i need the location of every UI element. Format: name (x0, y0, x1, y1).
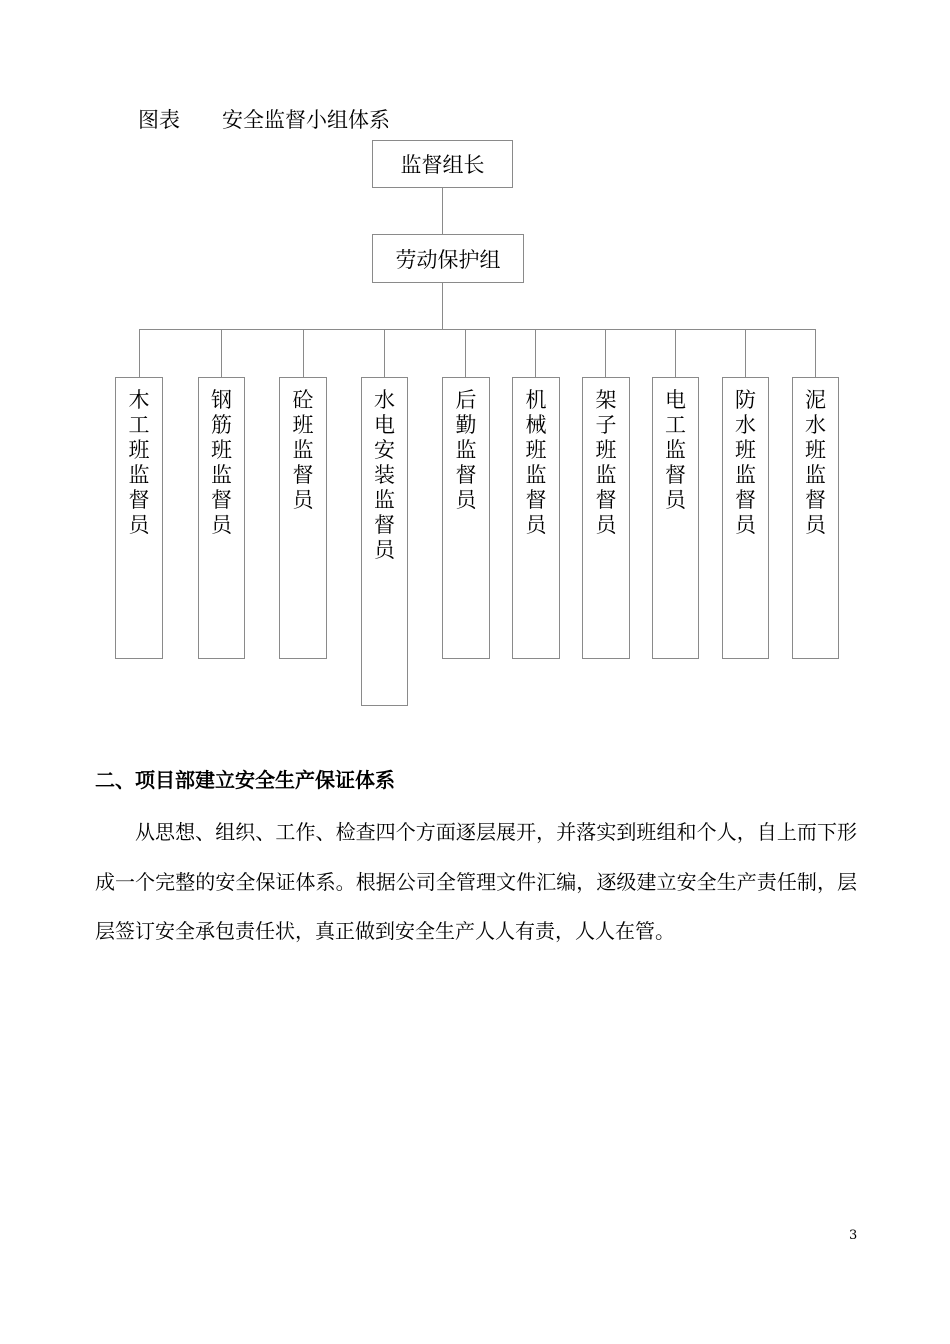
org-node-member (442, 377, 490, 659)
org-node-member (512, 377, 560, 659)
org-node-member-label: 防 水 班 监 督 员 (735, 388, 756, 537)
org-node-member-label: 水 电 安 装 监 督 员 (374, 388, 395, 562)
section-paragraph: 从思想、组织、工作、检查四个方面逐层展开，并落实到班组和个人，自上而下形成一个完整的安全保证体系。根据公司全管理文件汇编，逐级建立安全生产责任制，层层签订安全承包责任状，真正做到安全生产人人有责，人人在管。 (95, 820, 857, 943)
org-node-member (115, 377, 163, 659)
figure-caption: 图表 安全监督小组体系 (138, 108, 390, 132)
org-node-member-label: 木 工 班 监 督 员 (128, 388, 150, 537)
org-node-leader-label: 监督组长 (400, 153, 485, 177)
section-heading: 二、项目部建立安全生产保证体系 (95, 768, 395, 792)
org-node-member (582, 377, 630, 659)
org-node-member (652, 377, 699, 659)
org-node-labor-protection (372, 234, 524, 283)
page-number: 3 (849, 1228, 858, 1243)
org-node-member-label: 机 械 班 监 督 员 (525, 388, 547, 537)
org-node-member (722, 377, 769, 659)
org-node-leader (372, 140, 513, 188)
org-node-member-label: 架 子 班 监 督 员 (595, 388, 617, 537)
org-node-member-label: 砼 班 监 督 员 (292, 388, 314, 512)
org-node-member-label: 泥 水 班 监 督 员 (805, 388, 826, 537)
org-node-member-label: 后 勤 监 督 员 (455, 388, 477, 512)
org-node-member (198, 377, 245, 659)
org-node-member (279, 377, 327, 659)
org-node-labor-protection-label: 劳动保护组 (395, 247, 501, 272)
org-node-member (361, 377, 408, 706)
org-node-member-label: 电 工 监 督 员 (665, 388, 686, 512)
org-node-member (792, 377, 839, 659)
org-node-member-label: 钢 筋 班 监 督 员 (211, 388, 232, 537)
